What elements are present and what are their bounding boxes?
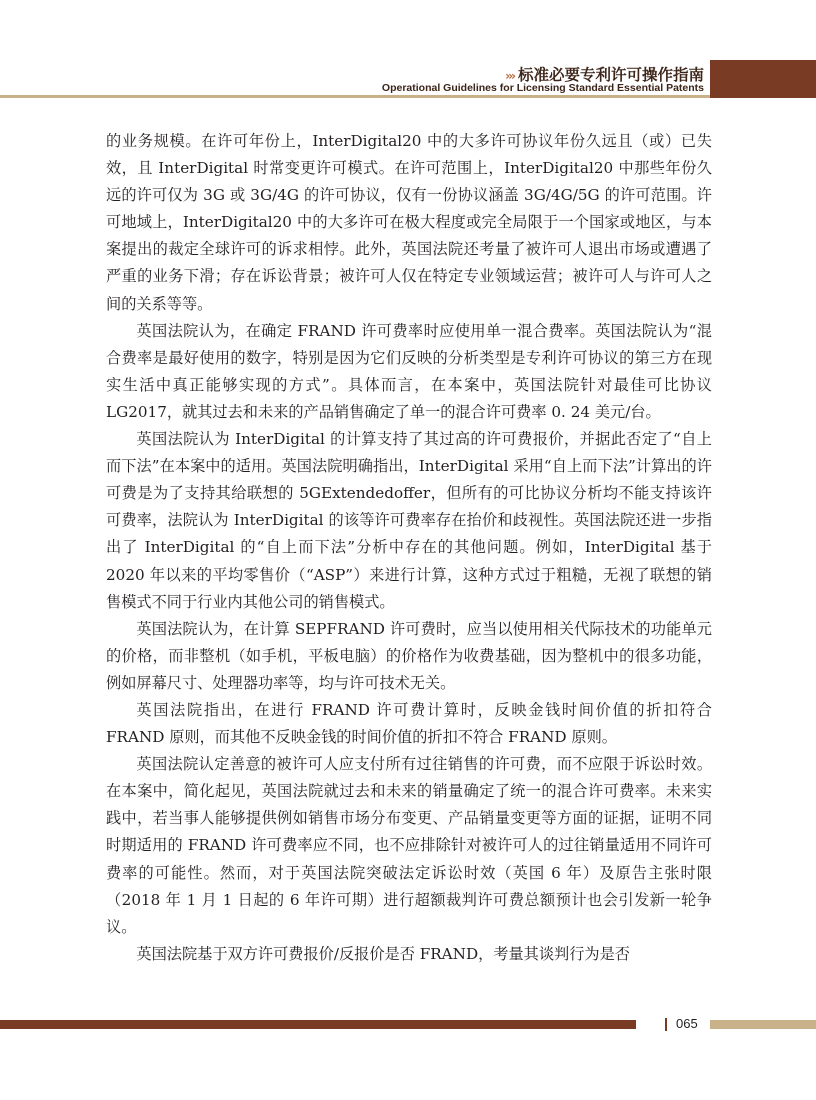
footer-accent-bar bbox=[0, 1020, 636, 1029]
paragraph: 英国法院认定善意的被许可人应支付所有过往销售的许可费，而不应限于诉讼时效。在本案中，简化起见，英国法院就过去和未来的销量确定了统一的混合许可费率。未来实践中，若当事人能够提供例如销售市场分布变更、产品销量变更等方面的证据，证明不同时期适用的 FRAND 许可费率应不同，也不应排除针对被许可人的过往销量适用不同许可费率的可能性。然而，对于英国法院突破法定诉讼时效（英国 6 年）及原告主张时限（2018 年 1 月 1 日起的 6 年许可期）进行超额裁判许可费总额预计也会引发新一轮争议。 bbox=[106, 755, 712, 936]
page-footer bbox=[0, 1016, 816, 1036]
header-accent-bar bbox=[710, 60, 816, 98]
footer-divider bbox=[665, 1018, 667, 1031]
paragraph: 英国法院认为 InterDigital 的计算支持了其过高的许可费报价，并据此否定了“自上而下法”在本案中的适用。英国法院明确指出，InterDigital 采用“自上而下法”计算出的许可费是为了支持其给联想的 5GExtendedoffer，但所有的可比协议分析均不能支持该许可费率，法院认为 InterDigital 的该等许可费率存在抬价和歧视性。英国法院还进一步指出了 InterDigital 的“自上而下法”分析中存在的其他问题。例如，InterDigital 基于 2020 年以来的平均零售价（“ASP”）来进行计算，这种方式过于粗糙，无视了联想的销售模式不同于行业内其他公司的销售模式。 bbox=[106, 430, 712, 611]
page-header bbox=[0, 0, 816, 100]
paragraph-continued: 的业务规模。在许可年份上，InterDigital20 中的大多许可协议年份久远且（或）已失效，且 InterDigital 时常变更许可模式。在许可范围上，InterDigital20 中那些年份久远的许可仅为 3G 或 3G/4G 的许可协议，仅有一份协议涵盖 3G/4G/5G 的许可范围。许可地域上，InterDigital20 中的大多许可在极大程度或完全局限于一个国家或地区，与本案提出的裁定全球许可的诉求相悖。此外，英国法院还考量了被许可人退出市场或遭遇了严重的业务下滑；存在诉讼背景；被许可人仅在特定专业领域运营；被许可人与许可人之间的关系等等。 bbox=[106, 132, 712, 313]
body-text bbox=[106, 128, 712, 968]
paragraph: 英国法院认为，在确定 FRAND 许可费率时应使用单一混合费率。英国法院认为“混合费率是最好使用的数字，特别是因为它们反映的分析类型是专利许可协议的第三方在现实生活中真正能够实现的方式”。具体而言，在本案中，英国法院针对最佳可比协议 LG2017，就其过去和未来的产品销售确定了单一的混合许可费率 0. 24 美元/台。 bbox=[106, 321, 712, 421]
paragraph: 英国法院指出，在进行 FRAND 许可费计算时，反映金钱时间价值的折扣符合 FRAND 原则，而其他不反映金钱的时间价值的折扣不符合 FRAND 原则。 bbox=[106, 700, 712, 747]
header-rule bbox=[0, 95, 710, 98]
footer-light-bar bbox=[710, 1020, 816, 1029]
page-number: 065 bbox=[676, 1016, 698, 1031]
running-title-text: 标准必要专利许可操作指南 bbox=[517, 66, 704, 84]
paragraph: 英国法院基于双方许可费报价/反报价是否 FRAND，考量其谈判行为是否 bbox=[136, 944, 630, 963]
chevron-right-icon: ››› bbox=[505, 69, 514, 83]
running-subtitle: Operational Guidelines for Licensing Standard Essential Patents bbox=[381, 82, 704, 94]
paragraph: 英国法院认为，在计算 SEPFRAND 许可费时，应当以使用相关代际技术的功能单元的价格，而非整机（如手机，平板电脑）的价格作为收费基础，因为整机中的很多功能，例如屏幕尺寸、处理器功率等，均与许可技术无关。 bbox=[106, 619, 712, 692]
